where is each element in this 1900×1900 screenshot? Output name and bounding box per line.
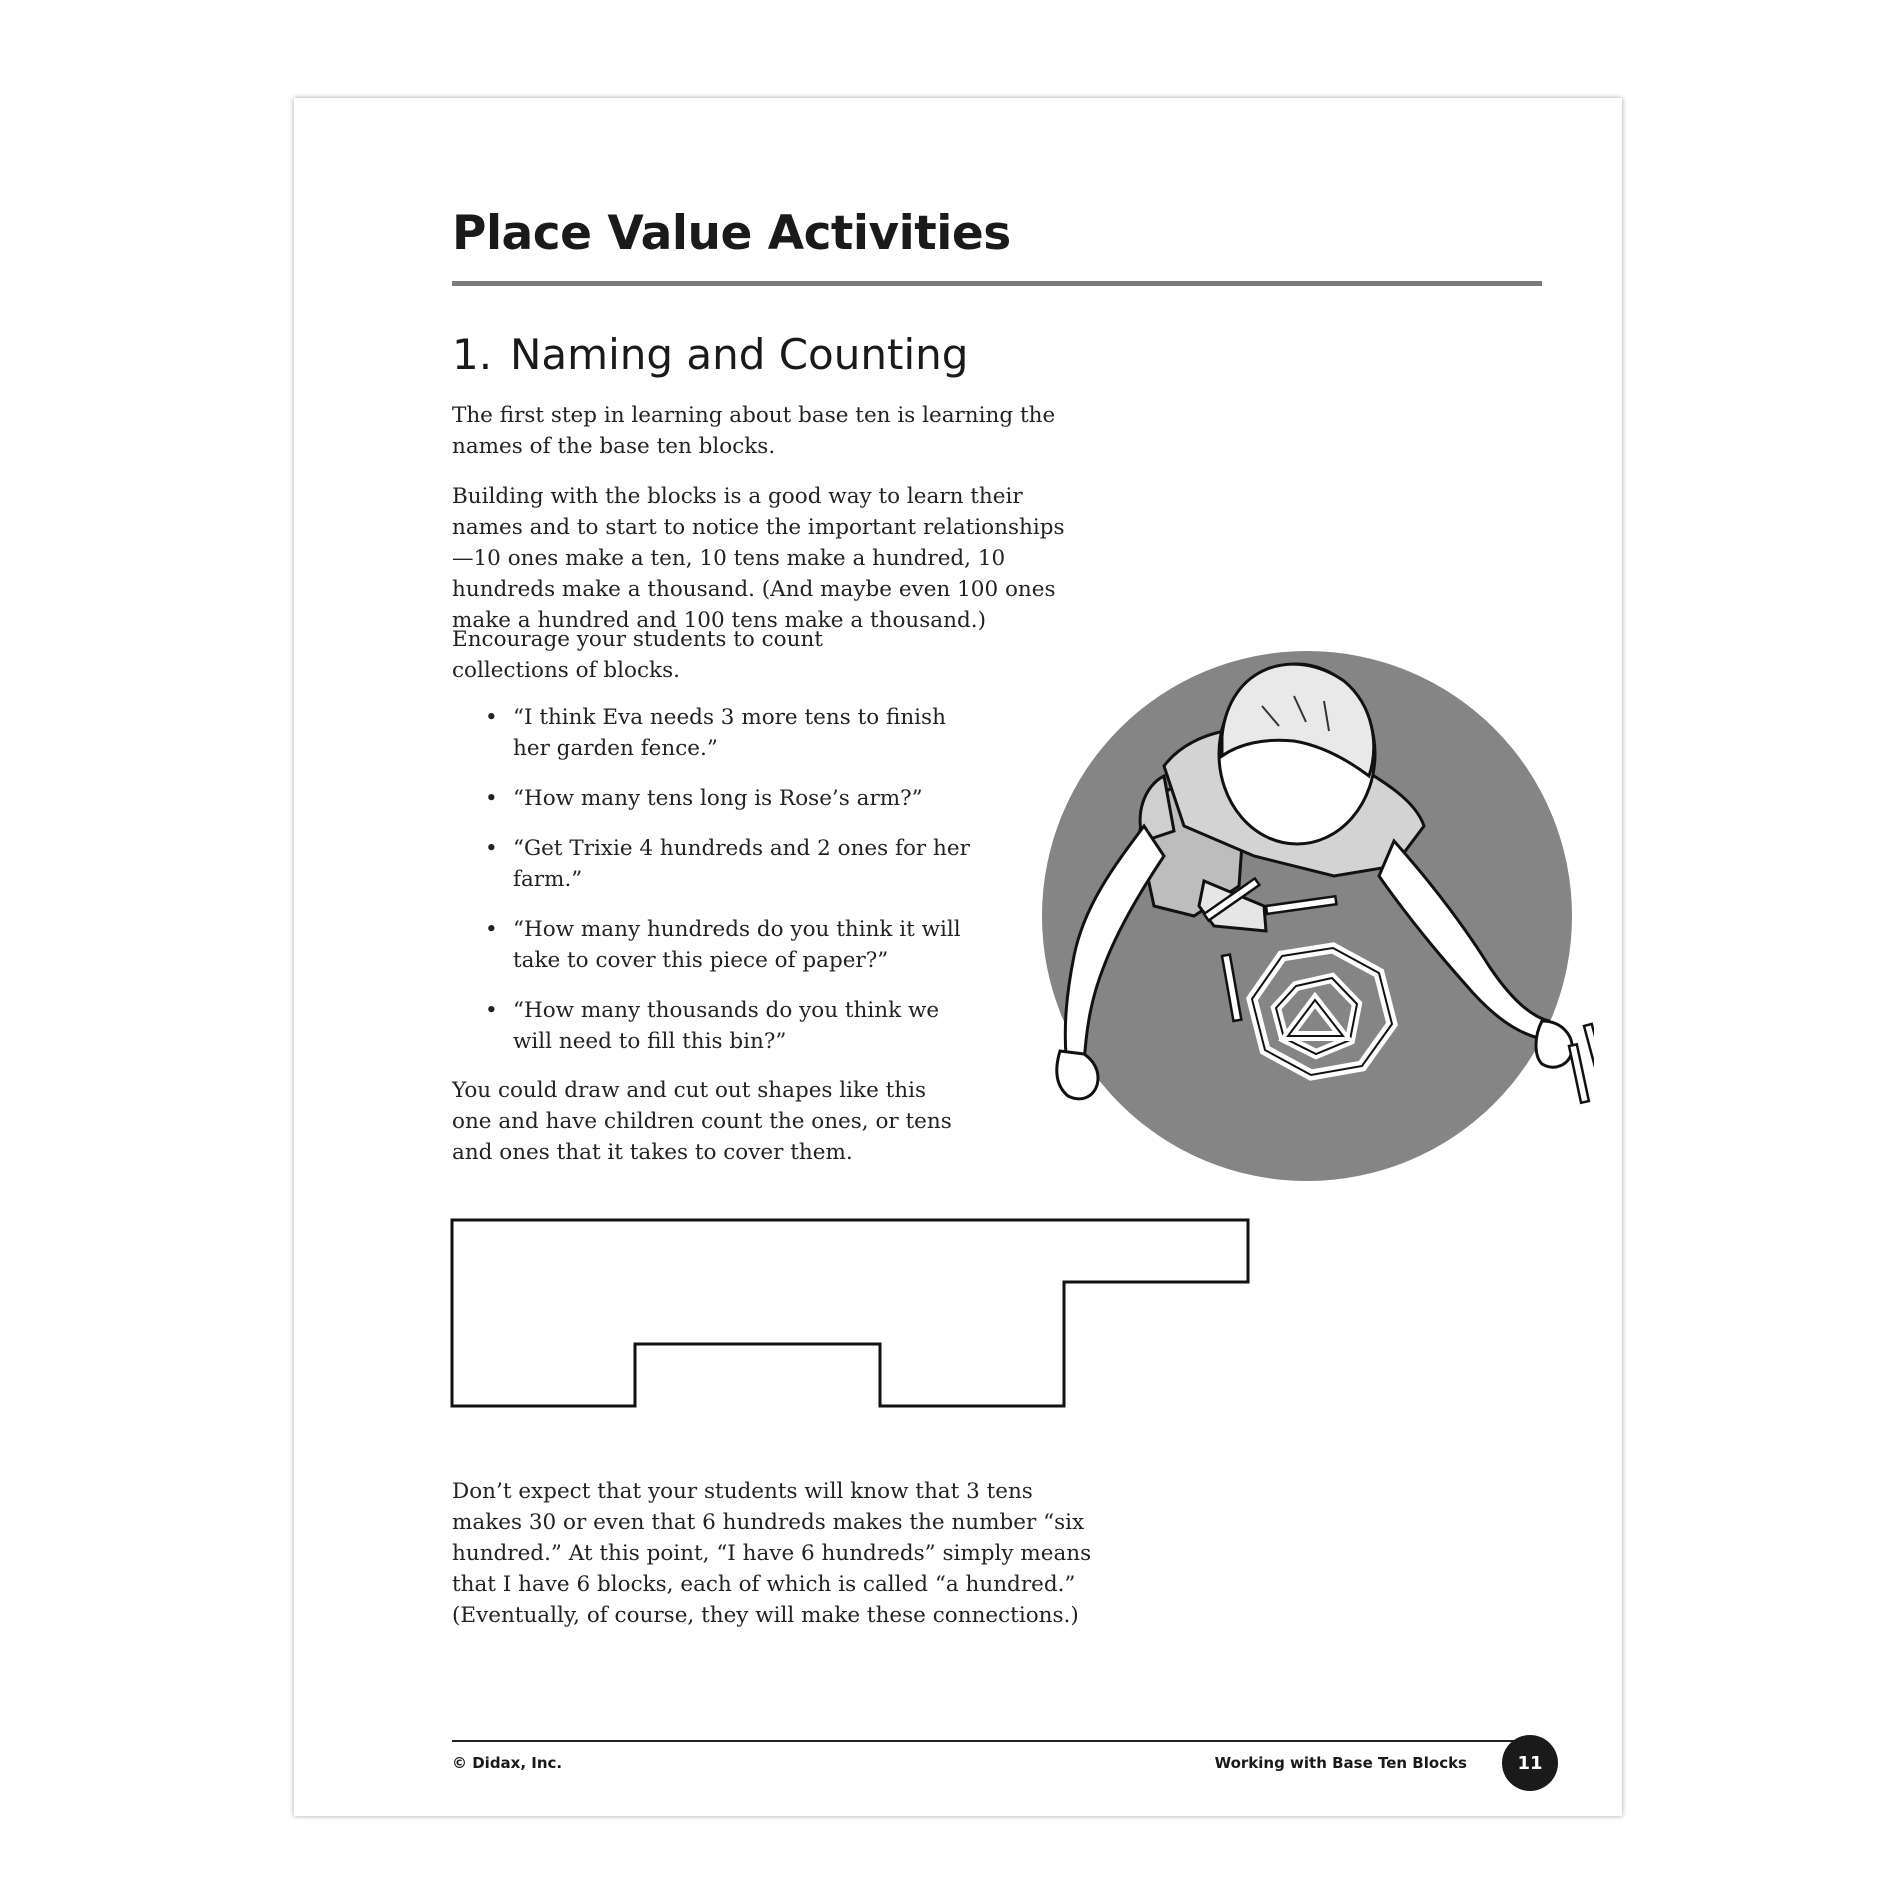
dont-expect-paragraph: Don’t expect that your students will know that 3 tens makes 30 or even that 6 hundreds makes the number “six hundred.” At this point, “I have 6 hundreds” simply means that I have 6 blocks, each of which is called “a hundred.” (Eventually, of course, they will make these connections.) [452,1479,1092,1628]
bullet-icon: • [485,998,498,1023]
block-shape [452,1220,1248,1406]
book-page [294,98,1622,1816]
bullet-icon: • [485,917,498,942]
bullet-icon: • [485,786,498,811]
section-title: Naming and Counting [510,330,969,379]
bullet-icon: • [485,705,498,730]
intro-paragraph: The first step in learning about base ten is learning the names of the base ten blocks. [452,403,1056,459]
list-item: • “How many tens long is Rose’s arm?” [452,783,982,814]
bullet-icon: • [485,836,498,861]
section-number: 1. [452,330,493,379]
building-paragraph: Building with the blocks is a good way to learn their names and to start to notice the important relationships—10 ones make a ten, 10 tens make a hundred, 10 hundreds make a thousand. (And maybe even 100 ones make a hundred and 100 tens make a thousand.) [452,484,1065,633]
encourage-paragraph: Encourage your students to count collections of blocks. [452,627,823,683]
section-heading [452,330,968,379]
shapes-paragraph: You could draw and cut out shapes like this one and have children count the ones, or tens and ones that it takes to cover them. [452,1078,952,1165]
list-item: • “How many thousands do you think we will need to fill this bin?” [452,995,982,1057]
child-building-illustration [994,626,1594,1186]
list-item: • “Get Trixie 4 hundreds and 2 ones for her farm.” [452,833,982,895]
list-item: • “I think Eva needs 3 more tens to finish her garden fence.” [452,702,982,764]
footer-divider [452,1740,1527,1742]
copyright-text: © Didax, Inc. [452,1754,563,1772]
list-item: • “How many hundreds do you think it will take to cover this piece of paper?” [452,914,982,976]
page-number-badge: 11 [1502,1735,1558,1791]
cutout-shape-outline [450,1218,1250,1413]
prompt-list [452,702,982,1057]
title-divider [452,281,1542,286]
right-hand [1536,1021,1572,1067]
book-title-footer: Working with Base Ten Blocks [1214,1754,1467,1772]
page-title: Place Value Activities [452,206,1011,261]
